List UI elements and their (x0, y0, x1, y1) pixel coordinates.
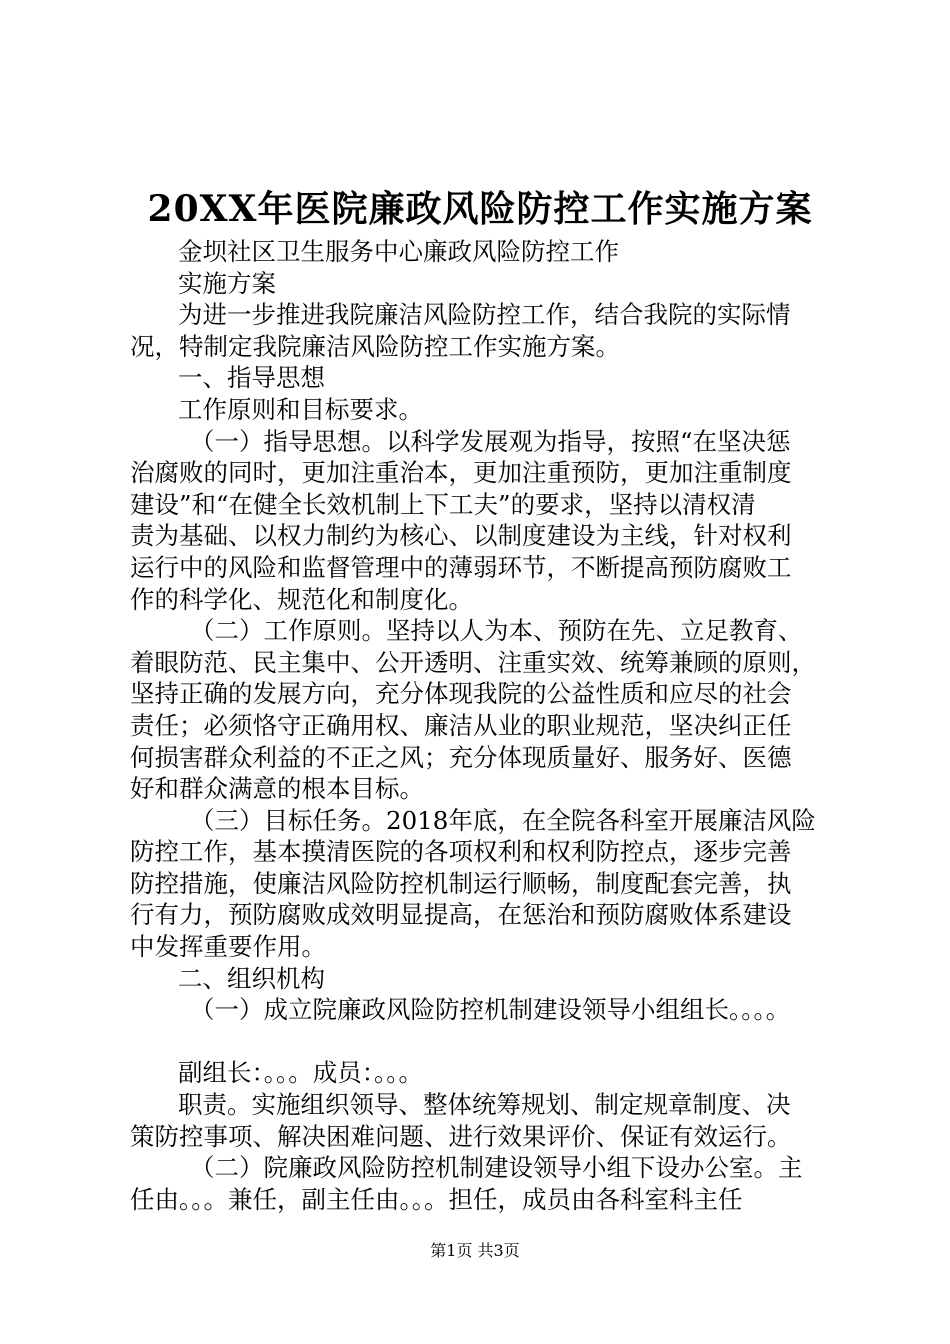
paragraph-line: 行有力，预防腐败成效明显提高，在惩治和预防腐败体系建设 (130, 900, 792, 930)
paragraph-line: 为进一步推进我院廉洁风险防控工作，结合我院的实际情 (178, 300, 791, 330)
paragraph-line: 坚持正确的发展方向，充分体现我院的公益性质和应尽的社会 (130, 679, 792, 709)
paragraph-line: 工作原则和目标要求。 (178, 394, 423, 424)
page-number-footer: 第1页 共3页 (430, 1241, 520, 1260)
section-heading: 一、指导思想 (178, 363, 325, 393)
section-heading: 二、组织机构 (178, 963, 325, 993)
paragraph-line: 建设”和“在健全长效机制上下工夫”的要求，坚持以清权清 (130, 489, 756, 519)
paragraph-line: 责为基础、以权力制约为核心、以制度建设为主线，针对权利 (130, 521, 792, 551)
document-body (130, 236, 838, 1215)
paragraph-line: 况，特制定我院廉洁风险防控工作实施方案。 (130, 331, 620, 361)
paragraph-line: 副组长：。。。成员：。。。 (178, 1058, 423, 1088)
subtitle-line: 金坝社区卫生服务中心廉政风险防控工作 (178, 237, 619, 266)
paragraph-line: （二）工作原则。坚持以人为本、预防在先、立足教育、 (190, 616, 803, 646)
paragraph-line: 何损害群众利益的不正之风；充分体现质量好、服务好、医德 (130, 742, 792, 772)
paragraph-line: 防控措施，使廉洁风险防控机制运行顺畅，制度配套完善，执 (130, 868, 792, 898)
paragraph-line: 任由。。。兼任，副主任由。。。担任，成员由各科室科主任 (130, 1184, 743, 1214)
paragraph-line: 好和群众满意的根本目标。 (130, 774, 424, 804)
paragraph-line: 运行中的风险和监督管理中的薄弱环节，不断提高预防腐败工 (130, 552, 792, 582)
paragraph-line: 治腐败的同时，更加注重治本，更加注重预防，更加注重制度 (130, 458, 792, 488)
paragraph-line: 职责。实施组织领导、整体统筹规划、制定规章制度、决 (178, 1090, 791, 1120)
blank-line (130, 1026, 838, 1058)
paragraph-line: 中发挥重要作用。 (130, 932, 326, 962)
document-title: 20XX年医院廉政风险防控工作实施方案 (147, 188, 813, 230)
paragraph-line: （一）指导思想。以科学发展观为指导，按照“在坚决惩 (190, 426, 791, 456)
paragraph-line: 着眼防范、民主集中、公开透明、注重实效、统筹兼顾的原则， (130, 647, 816, 677)
paragraph-line: 策防控事项、解决困难问题、进行效果评价、保证有效运行。 (130, 1121, 792, 1151)
paragraph-line: 责任；必须恪守正确用权、廉洁从业的职业规范，坚决纠正任 (130, 710, 792, 740)
paragraph-line: （一）成立院廉政风险防控机制建设领导小组组长。。。。 (190, 995, 791, 1025)
paragraph-line: （三）目标任务。2018年底，在全院各科室开展廉洁风险 (190, 805, 816, 835)
subtitle-line: 实施方案 (178, 268, 276, 298)
paragraph-line: （二）院廉政风险防控机制建设领导小组下设办公室。主 (190, 1153, 803, 1183)
paragraph-line: 防控工作，基本摸清医院的各项权利和权利防控点，逐步完善 (130, 837, 792, 867)
paragraph-line: 作的科学化、规范化和制度化。 (130, 584, 473, 614)
